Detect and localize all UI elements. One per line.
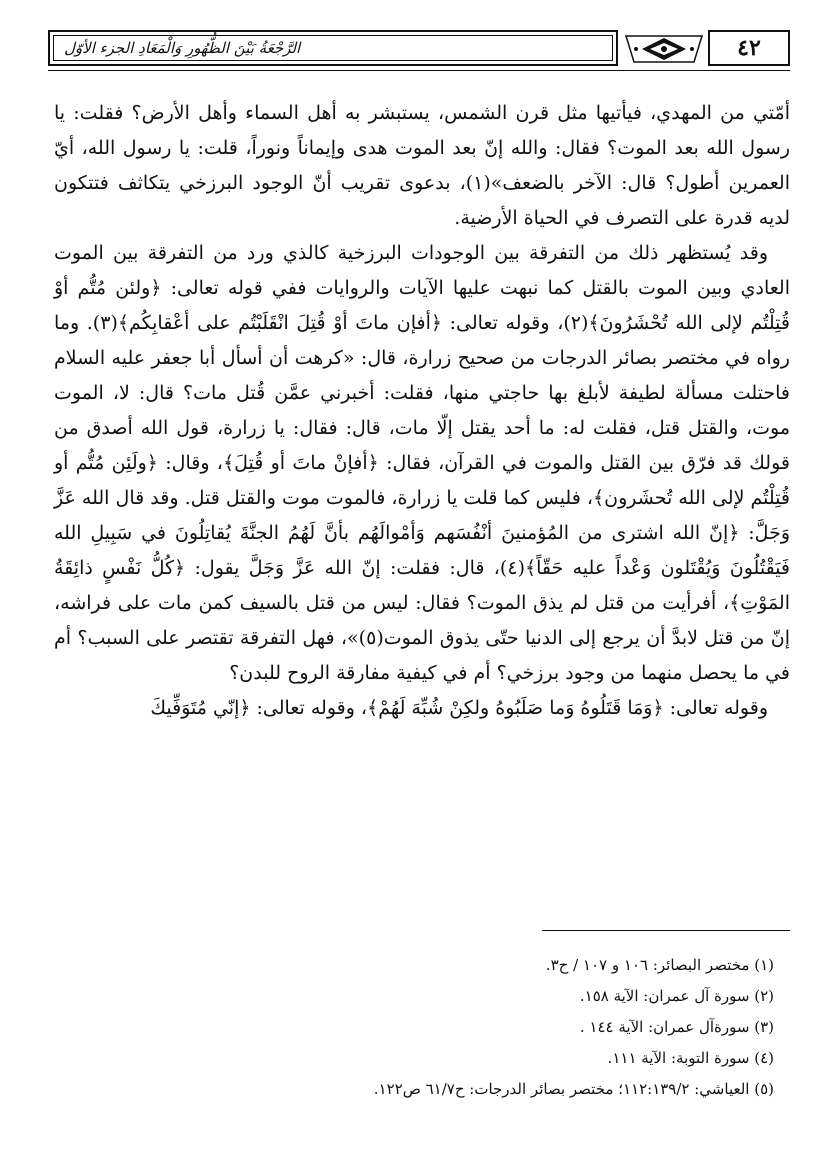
running-header (48, 30, 790, 72)
paragraph-2: وقد يُستظهر ذلك من التفرقة بين الوجودات البرزخية كالذي ورد من التفرقة بين الموت العادي وبين الموت بالقتل كما نبهت عليها الآيات والروايات ففي قوله تعالى: ﴿ولئن مُتُّم أوْ قُتِلْتُم لإلى الله تُحْشَرُونَ﴾(٢)، وقوله تعالى: ﴿أفإن ماتَ أوْ قُتِلَ انْقَلَبْتُم على أعْقابِكُم﴾(٣). وما رواه في مختصر بصائر الدرجات من صحيح زرارة، قال: «كرهت أن أسأل أبا جعفر عليه السلام فاحتلت مسألة لطيفة لأبلغ بها حاجتي منها، فقلت: أخبرني عمَّن قُتل مات؟ قال: لا، الموت موت، والقتل قتل، فقلت له: ما أحد يقتل إلّا مات، قال: فقال: يا زرارة، قول الله أصدق من قولك قد فرّق بين القتل والموت في القرآن، فقال: ﴿أفإنْ ماتَ أو قُتِلَ﴾، وقال: ﴿ولَئِن مُتُّم أو قُتِلْتُم لإلى الله تُحشَرون﴾، فليس كما قلت يا زرارة، فالموت موت والقتل قتل. وقد قال الله عَزَّ وَجَلَّ: ﴿إنّ الله اشترى من المُؤمنينَ أنْفُسَهم وَأمْوالَهُم بأنَّ لَهُمُ الجنَّةَ يُقاتِلُونَ في سَبِيلِ الله فَيَقْتُلُونَ وَيُقْتَلون وَعْداً عليه حَقّاً﴾(٤)، قال: فقلت: إنّ الله عَزَّ وَجَلَّ يقول: ﴿كُلُّ نَفْسٍ ذائِقَةُ المَوْتِ﴾، أفرأيت من قتل لم يذق الموت؟ فقال: ليس من قتل بالسيف كمن مات على فراشه، إنّ من قتل لابدَّ أن يرجع إلى الدنيا حتّى يذوق الموت(٥)»، فهل التفرقة تقتصر على السبب؟ أم في ما يحصل منهما من وجود برزخي؟ أم في كيفية مفارقة الروح للبدن؟ (54, 242, 791, 684)
header-rule (48, 70, 790, 71)
footnote-separator (542, 930, 790, 931)
footnote-4: (٤) سورة التوبة: الآية ١١١. (607, 1049, 774, 1067)
footnote-5: (٥) العياشي: ١١٢:١٣٩/٢؛ مختصر بصائر الدرجات: ح٦١/٧ ص١٢٢. (373, 1080, 774, 1098)
footnotes (54, 950, 790, 1105)
paragraph-1: أمّتي من المهدي، فيأتيها مثل قرن الشمس، يستبشر به أهل السماء وأهل الأرض؟ فقلت: يا رسول الله بعد الموت؟ فقال: والله إنّ بعد الموت هدى وإيماناً ونوراً، قلت: يا رسول الله، أيّ العمرين أطول؟ قال: الآخر بالضعف»(١)، بدعوى تقريب أنّ الوجود البرزخي يتكاثف فتتكون لديه قدرة على التصرف في الحياة الأرضية. (54, 102, 790, 229)
footnote-2: (٢) سورة آل عمران: الآية ١٥٨. (579, 987, 774, 1005)
page-number: ٤٢ (708, 30, 790, 66)
header-title-frame (48, 30, 618, 66)
footnote-1: (١) مختصر البصائر: ١٠٦ و ١٠٧ / ح٣. (545, 956, 774, 974)
running-title: الرَّجْعَةُ بَيْنَ الظُّهُورِ وَالْمَعَادِ الجزء الأوّل (64, 39, 301, 57)
footnote-3: (٣) سورةآل عمران: الآية ١٤٤ . (579, 1018, 774, 1036)
main-text (54, 96, 790, 726)
paragraph-3: وقوله تعالى: ﴿وَمَا قَتَلُوهُ وَما صَلَبُوهُ ولكِنْ شُبِّهَ لَهُمْ﴾، وقوله تعالى: ﴿إنّي مُتَوَفِّيكَ (150, 697, 768, 719)
header-ornament-icon (624, 32, 704, 66)
